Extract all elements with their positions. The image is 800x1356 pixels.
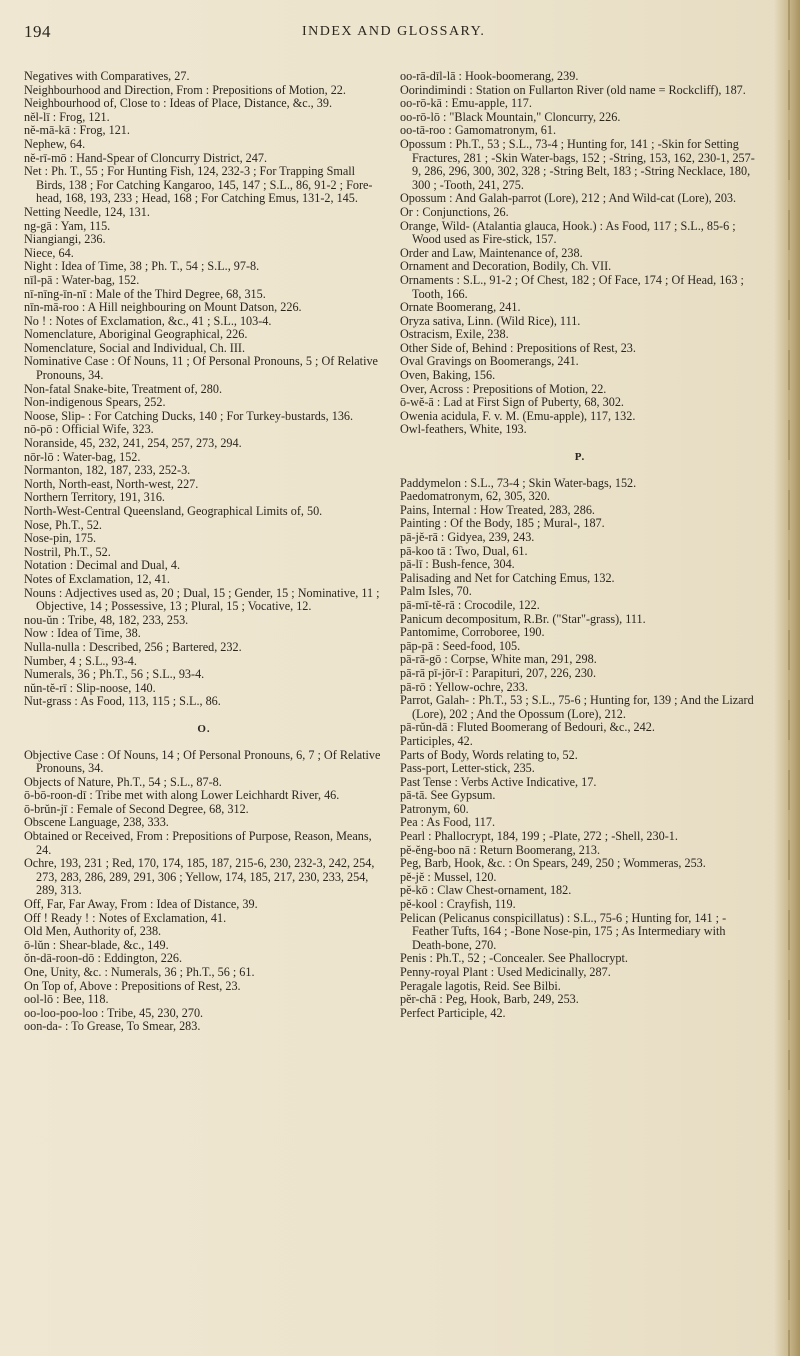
index-entry: Notation : Decimal and Dual, 4.	[24, 558, 181, 573]
index-entry: pāp-pā : Seed-food, 105.	[400, 638, 521, 653]
index-entry: Negatives with Comparatives, 27.	[24, 69, 190, 83]
index-entry: nĕ-rī-mō : Hand-Spear of Cloncurry District, 247.	[24, 150, 268, 165]
index-entry: Now : Idea of Time, 38.	[24, 626, 141, 641]
index-entry: Order and Law, Maintenance of, 238.	[400, 245, 583, 260]
index-entry: Nostril, Ph.T., 52.	[24, 544, 111, 559]
index-entry: pĕr-chā : Peg, Hook, Barb, 249, 253.	[400, 992, 579, 1007]
index-entry: Nomenclature, Social and Individual, Ch. III.	[24, 340, 246, 355]
right-column	[400, 70, 760, 1020]
index-entry: Over, Across : Prepositions of Motion, 22.	[400, 381, 607, 396]
index-entry: Nouns : Adjectives used as, 20 ; Dual, 15 ; Gender, 15 ; Nominative, 11 ; Objective, 14 ; Possessive, 13 ; Plural, 15 ; Vocative, 12.	[24, 585, 380, 614]
index-entry: Opossum : And Galah-parrot (Lore), 212 ; And Wild-cat (Lore), 203.	[400, 191, 737, 206]
index-entry: Pelican (Pelicanus conspicillatus) : S.L., 75-6 ; Hunting for, 141 ; -Feather Tufts, 164 ; -Bone Nose-pin, 175 ; As Intermediary with Death-bone, 270.	[400, 910, 727, 952]
index-entry: Off ! Ready ! : Notes of Exclamation, 41.	[24, 910, 227, 925]
index-entry: Participles, 42.	[400, 733, 473, 748]
index-entry: Noranside, 45, 232, 241, 254, 257, 273, 294.	[24, 436, 242, 451]
index-entry: Past Tense : Verbs Active Indicative, 17.	[400, 774, 597, 789]
index-entry: Ostracism, Exile, 238.	[400, 327, 509, 342]
index-entry: Obtained or Received, From : Prepositions of Purpose, Reason, Means, 24.	[24, 829, 372, 857]
index-entry: Netting Needle, 124, 131.	[24, 204, 150, 219]
index-entry: Patronym, 60.	[400, 801, 469, 816]
index-entry: pā-rā-gō : Corpse, White man, 291, 298.	[400, 652, 597, 667]
index-entry: Net : Ph. T., 55 ; For Hunting Fish, 124, 232-3 ; For Trapping Small Birds, 138 ; For Catching Kangaroo, 145, 147 ; S.L., 86, 91-2 ; Fore-head, 168, 193, 233 ; Head, 168 ; For Catching Emus, 131-2, 145.	[24, 164, 373, 206]
index-entry: Perfect Participle, 42.	[400, 1005, 506, 1020]
index-entry: North-West-Central Queensland, Geographical Limits of, 50.	[24, 504, 323, 518]
index-entry: Oorindimindi : Station on Fullarton River (old name = Rockcliff), 187.	[400, 82, 746, 97]
index-entry: Peragale lagotis, Reid. See Bilbi.	[400, 978, 561, 993]
index-entry: Palm Isles, 70.	[400, 584, 472, 599]
index-entry: nīn-mā-roo : A Hill neighbouring on Mount Datson, 226.	[24, 300, 302, 315]
index-entry: Ornament and Decoration, Bodily, Ch. VII.	[400, 259, 612, 274]
index-entry: Paedomatronym, 62, 305, 320.	[400, 489, 550, 504]
index-entry: pĕ-ĕng-boo nā : Return Boomerang, 213.	[400, 842, 601, 857]
index-entry: nŭn-tĕ-rī : Slip-noose, 140.	[24, 680, 156, 695]
index-entry: Ochre, 193, 231 ; Red, 170, 174, 185, 187, 215-6, 230, 232-3, 242, 254, 273, 283, 286, 289, 291, 306 ; Yellow, 174, 185, 217, 230, 233, 254, 289, 313.	[24, 856, 375, 898]
index-entry: Nut-grass : As Food, 113, 115 ; S.L., 86.	[24, 694, 221, 709]
index-entry: pā-rō : Yellow-ochre, 233.	[400, 679, 528, 694]
index-entry: ō-bō-roon-dī : Tribe met with along Lower Leichhardt River, 46.	[24, 788, 340, 803]
index-entry: Old Men, Authority of, 238.	[24, 924, 162, 939]
index-entry: Nulla-nulla : Described, 256 ; Bartered, 232.	[24, 639, 242, 654]
index-entry: Ornaments : S.L., 91-2 ; Of Chest, 182 ; Of Face, 174 ; Of Head, 163 ; Tooth, 166.	[400, 272, 744, 301]
index-entry: Oven, Baking, 156.	[400, 368, 496, 383]
index-entry: ō-wĕ-ā : Lad at First Sign of Puberty, 68, 302.	[400, 395, 624, 410]
index-entry: pā-lī : Bush-fence, 304.	[400, 557, 515, 572]
index-entry: Numerals, 36 ; Ph.T., 56 ; S.L., 93-4.	[24, 667, 205, 682]
index-entry: oo-rō-lō : "Black Mountain," Cloncurry, 226.	[400, 109, 621, 124]
index-entry: Night : Idea of Time, 38 ; Ph. T., 54 ; S.L., 97-8.	[24, 259, 260, 274]
index-entry: oo-rā-dīl-lā : Hook-boomerang, 239.	[400, 69, 579, 83]
page-header	[24, 22, 754, 46]
index-entry: nīl-pā : Water-bag, 152.	[24, 272, 140, 287]
index-entry: Niece, 64.	[24, 245, 74, 260]
left-column	[24, 70, 384, 1034]
index-entry: ō-brŭn-jī : Female of Second Degree, 68, 312.	[24, 801, 249, 816]
index-entry: Noose, Slip- : For Catching Ducks, 140 ; For Turkey-bustards, 136.	[24, 408, 354, 423]
index-entry: Opossum : Ph.T., 53 ; S.L., 73-4 ; Hunting for, 141 ; -Skin for Setting Fractures, 281 ; -Skin Water-bags, 152 ; -String, 153, 162, 230-1, 257-9, 286, 296, 300, 302, 328 ; -String Belt, 183 ; -String Necklace, 180, 300 ; -Tooth, 241, 275.	[400, 136, 755, 192]
index-entry: Non-fatal Snake-bite, Treatment of, 280.	[24, 381, 223, 396]
index-entry: Paddymelon : S.L., 73-4 ; Skin Water-bags, 152.	[400, 475, 637, 490]
index-entry: Neighbourhood and Direction, From : Prepositions of Motion, 22.	[24, 82, 346, 97]
index-entry: nou-ŭn : Tribe, 48, 182, 233, 253.	[24, 612, 189, 627]
index-entry: Owenia acidula, F. v. M. (Emu-apple), 117, 132.	[400, 408, 636, 423]
index-entry: Neighbourhood of, Close to : Ideas of Place, Distance, &c., 39.	[24, 96, 333, 111]
index-entry: Nomenclature, Aboriginal Geographical, 226.	[24, 327, 248, 342]
index-entry: pā-rā pī-jōr-ī : Parapituri, 207, 226, 230.	[400, 665, 597, 680]
index-entry: ō-lŭn : Shear-blade, &c., 149.	[24, 937, 169, 952]
index-entry: Pass-port, Letter-stick, 235.	[400, 761, 535, 776]
index-entry: oo-tā-roo : Gamomatronym, 61.	[400, 123, 557, 138]
index-entry: Panicum decompositum, R.Br. ("Star"-grass), 111.	[400, 611, 646, 626]
index-entry: One, Unity, &c. : Numerals, 36 ; Ph.T., 56 ; 61.	[24, 965, 255, 979]
index-entry: Pantomime, Corroboree, 190.	[400, 625, 545, 640]
index-entry: pā-mī-tĕ-rā : Crocodile, 122.	[400, 597, 540, 612]
index-entry: On Top of, Above : Prepositions of Rest, 23.	[24, 978, 241, 993]
index-entry: Or : Conjunctions, 26.	[400, 204, 509, 219]
index-entry: ŏn-dā-roon-dō : Eddington, 226.	[24, 951, 183, 966]
index-entry: Off, Far, Far Away, From : Idea of Distance, 39.	[24, 897, 258, 912]
index-entry: Parrot, Galah- : Ph.T., 53 ; S.L., 75-6 ; Hunting for, 139 ; And the Lizard (Lore), 202 ; And the Opossum (Lore), 212.	[400, 693, 754, 721]
index-entry: Northern Territory, 191, 316.	[24, 490, 165, 505]
index-entry: pā-koo tā : Two, Dual, 61.	[400, 543, 528, 558]
index-entry: nĕl-lī : Frog, 121.	[24, 109, 110, 124]
index-entry: pā-rŭn-dā : Fluted Boomerang of Bedouri, &c., 242.	[400, 720, 655, 735]
index-entry: Orange, Wild- (Atalantia glauca, Hook.) : As Food, 117 ; S.L., 85-6 ; Wood used as Fire-stick, 157.	[400, 218, 736, 247]
index-entry: nōr-lō : Water-bag, 152.	[24, 449, 141, 464]
index-entry: ool-lō : Bee, 118.	[24, 992, 109, 1007]
index-entry: pĕ-kool : Crayfish, 119.	[400, 897, 516, 912]
index-entry: Pains, Internal : How Treated, 283, 286.	[400, 502, 595, 517]
index-entry: Nominative Case : Of Nouns, 11 ; Of Personal Pronouns, 5 ; Of Relative Pronouns, 34.	[24, 354, 378, 383]
index-entry: Number, 4 ; S.L., 93-4.	[24, 653, 137, 668]
index-entry: pĕ-jĕ : Mussel, 120.	[400, 869, 497, 884]
index-entry: North, North-east, North-west, 227.	[24, 476, 199, 491]
index-entry: Obscene Language, 238, 333.	[24, 815, 169, 830]
index-entry: Niangiangi, 236.	[24, 232, 106, 247]
index-entry: Pea : As Food, 117.	[400, 815, 496, 830]
index-entry: Painting : Of the Body, 185 ; Mural-, 187.	[400, 516, 605, 531]
index-entry: oo-loo-poo-loo : Tribe, 45, 230, 270.	[24, 1005, 204, 1020]
section-heading-p: P.	[574, 451, 586, 464]
index-entry: oon-da- : To Grease, To Smear, 283.	[24, 1019, 201, 1034]
index-entry: Other Side of, Behind : Prepositions of Rest, 23.	[400, 340, 636, 355]
index-entry: oo-rō-kā : Emu-apple, 117.	[400, 96, 532, 111]
index-entry: Objects of Nature, Ph.T., 54 ; S.L., 87-8.	[24, 774, 222, 789]
index-entry: Nephew, 64.	[24, 136, 86, 151]
index-entry: Ornate Boomerang, 241.	[400, 300, 521, 315]
index-entry: Palisading and Net for Catching Emus, 132.	[400, 570, 615, 585]
index-entry: Penny-royal Plant : Used Medicinally, 287.	[400, 965, 611, 979]
index-entry: pā-tā. See Gypsum.	[400, 788, 496, 803]
index-entry: Peg, Barb, Hook, &c. : On Spears, 249, 250 ; Wommeras, 253.	[400, 856, 706, 871]
index-entry: Pearl : Phallocrypt, 184, 199 ; -Plate, 272 ; -Shell, 230-1.	[400, 829, 678, 844]
page-number: 194	[24, 22, 51, 41]
index-entry: nō-pō : Official Wife, 323.	[24, 422, 154, 437]
index-entry: Non-indigenous Spears, 252.	[24, 395, 166, 410]
index-entry: Oryza sativa, Linn. (Wild Rice), 111.	[400, 313, 581, 328]
index-entry: Parts of Body, Words relating to, 52.	[400, 747, 578, 762]
index-entry: Nose-pin, 175.	[24, 531, 97, 546]
index-entry: Normanton, 182, 187, 233, 252-3.	[24, 463, 191, 478]
page-edge-binding	[774, 0, 800, 1356]
index-entry: ng-gā : Yam, 115.	[24, 218, 111, 233]
index-entry: Notes of Exclamation, 12, 41.	[24, 571, 170, 586]
index-entry: No ! : Notes of Exclamation, &c., 41 ; S.L., 103-4.	[24, 313, 272, 328]
index-entry: Objective Case : Of Nouns, 14 ; Of Personal Pronouns, 6, 7 ; Of Relative Pronouns, 34.	[24, 747, 381, 776]
index-entry: pĕ-kō : Claw Chest-ornament, 182.	[400, 883, 572, 898]
index-entry: nī-nīng-īn-nī : Male of the Third Degree, 68, 315.	[24, 286, 266, 301]
index-entry: Penis : Ph.T., 52 ; -Concealer. See Phallocrypt.	[400, 951, 628, 966]
running-title: INDEX AND GLOSSARY.	[302, 24, 486, 39]
section-heading-o: O.	[197, 722, 211, 735]
index-entry: Nose, Ph.T., 52.	[24, 517, 102, 532]
index-entry: pā-jĕ-rā : Gidyea, 239, 243.	[400, 530, 535, 544]
index-entry: nĕ-mā-kā : Frog, 121.	[24, 123, 130, 138]
index-entry: Owl-feathers, White, 193.	[400, 422, 527, 437]
index-entry: Oval Gravings on Boomerangs, 241.	[400, 354, 579, 369]
